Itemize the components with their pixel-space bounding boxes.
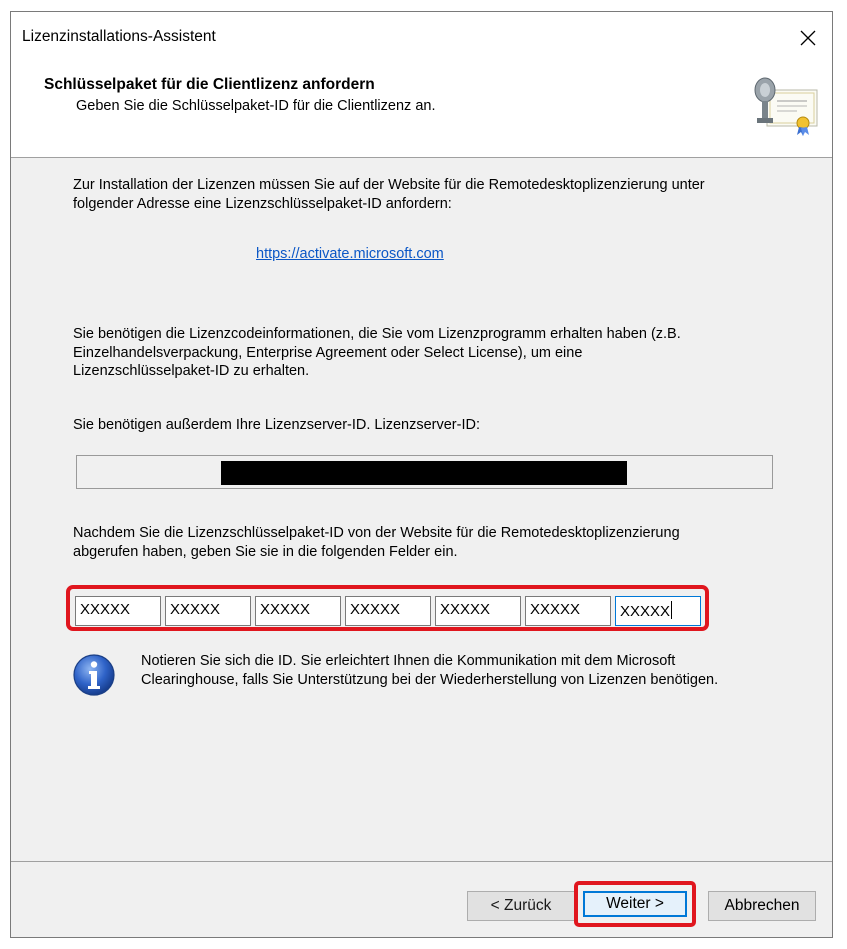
- key-field-5-value: XXXXX: [440, 601, 491, 618]
- enter-key-text: [73, 524, 773, 561]
- key-pack-id-highlight: [66, 585, 709, 631]
- activation-link[interactable]: https://activate.microsoft.com: [256, 246, 444, 262]
- intro-text: [73, 176, 773, 213]
- server-id-redacted: [221, 461, 627, 485]
- close-button[interactable]: [784, 12, 832, 64]
- next-button-highlight: [574, 881, 696, 927]
- next-button[interactable]: Weiter >: [583, 891, 687, 917]
- key-field-1-value: XXXXX: [80, 601, 131, 618]
- license-info-line-3: Lizenzschlüsselpaket-ID zu erhalten.: [73, 363, 310, 379]
- key-field-6[interactable]: [525, 596, 611, 626]
- page-subtitle: Geben Sie die Schlüsselpaket-ID für die Clientlizenz an.: [76, 98, 436, 114]
- window-title: Lizenzinstallations-Assistent: [22, 28, 216, 45]
- back-button[interactable]: < Zurück: [467, 891, 575, 921]
- intro-line-2: folgender Adresse eine Lizenzschlüsselpaket-ID anfordern:: [73, 195, 452, 212]
- title-bar: [11, 12, 832, 64]
- footer-divider: [11, 861, 832, 862]
- key-field-3-value: XXXXX: [260, 601, 311, 618]
- close-icon: [800, 30, 816, 46]
- text-caret: [671, 601, 672, 619]
- intro-line-1: Zur Installation der Lizenzen müssen Sie auf der Website für die Remotedesktoplizenzierung unter: [73, 177, 705, 193]
- server-id-field: [76, 455, 773, 489]
- key-field-4-value: XXXXX: [350, 601, 401, 618]
- info-icon: [72, 653, 116, 697]
- server-id-label: Sie benötigen außerdem Ihre Lizenzserver-ID. Lizenzserver-ID:: [73, 417, 480, 433]
- cancel-button[interactable]: Abbrechen: [708, 891, 816, 921]
- key-field-7[interactable]: [615, 596, 701, 626]
- enter-key-line-1: Nachdem Sie die Lizenzschlüsselpaket-ID von der Website für die Remotedesktoplizenzierung: [73, 525, 680, 541]
- key-field-3[interactable]: [255, 596, 341, 626]
- license-info-text: [73, 325, 773, 381]
- note-line-2: Clearinghouse, falls Sie Unterstützung bei der Wiederherstellung von Lizenzen benötigen.: [141, 671, 719, 688]
- wizard-header: [11, 64, 832, 158]
- page-title: Schlüsselpaket für die Clientlizenz anfordern: [44, 76, 375, 93]
- note-text: [141, 652, 821, 689]
- note-line-1: Notieren Sie sich die ID. Sie erleichtert Ihnen die Kommunikation mit dem Microsoft: [141, 653, 676, 669]
- key-field-5[interactable]: [435, 596, 521, 626]
- enter-key-line-2: abgerufen haben, geben Sie sie in die folgenden Felder ein.: [73, 543, 458, 560]
- key-field-7-value: XXXXX: [620, 603, 671, 620]
- wizard-window: [10, 11, 833, 938]
- license-info-line-1: Sie benötigen die Lizenzcodeinformationen, die Sie vom Lizenzprogramm erhalten haben (z.B.: [73, 326, 681, 342]
- key-field-2-value: XXXXX: [170, 601, 221, 618]
- key-field-2[interactable]: [165, 596, 251, 626]
- license-info-line-2: Einzelhandelsverpackung, Enterprise Agreement oder Select License), um eine: [73, 344, 583, 361]
- key-field-6-value: XXXXX: [530, 601, 581, 618]
- key-field-1[interactable]: [75, 596, 161, 626]
- key-field-4[interactable]: [345, 596, 431, 626]
- license-certificate-icon: [751, 68, 823, 140]
